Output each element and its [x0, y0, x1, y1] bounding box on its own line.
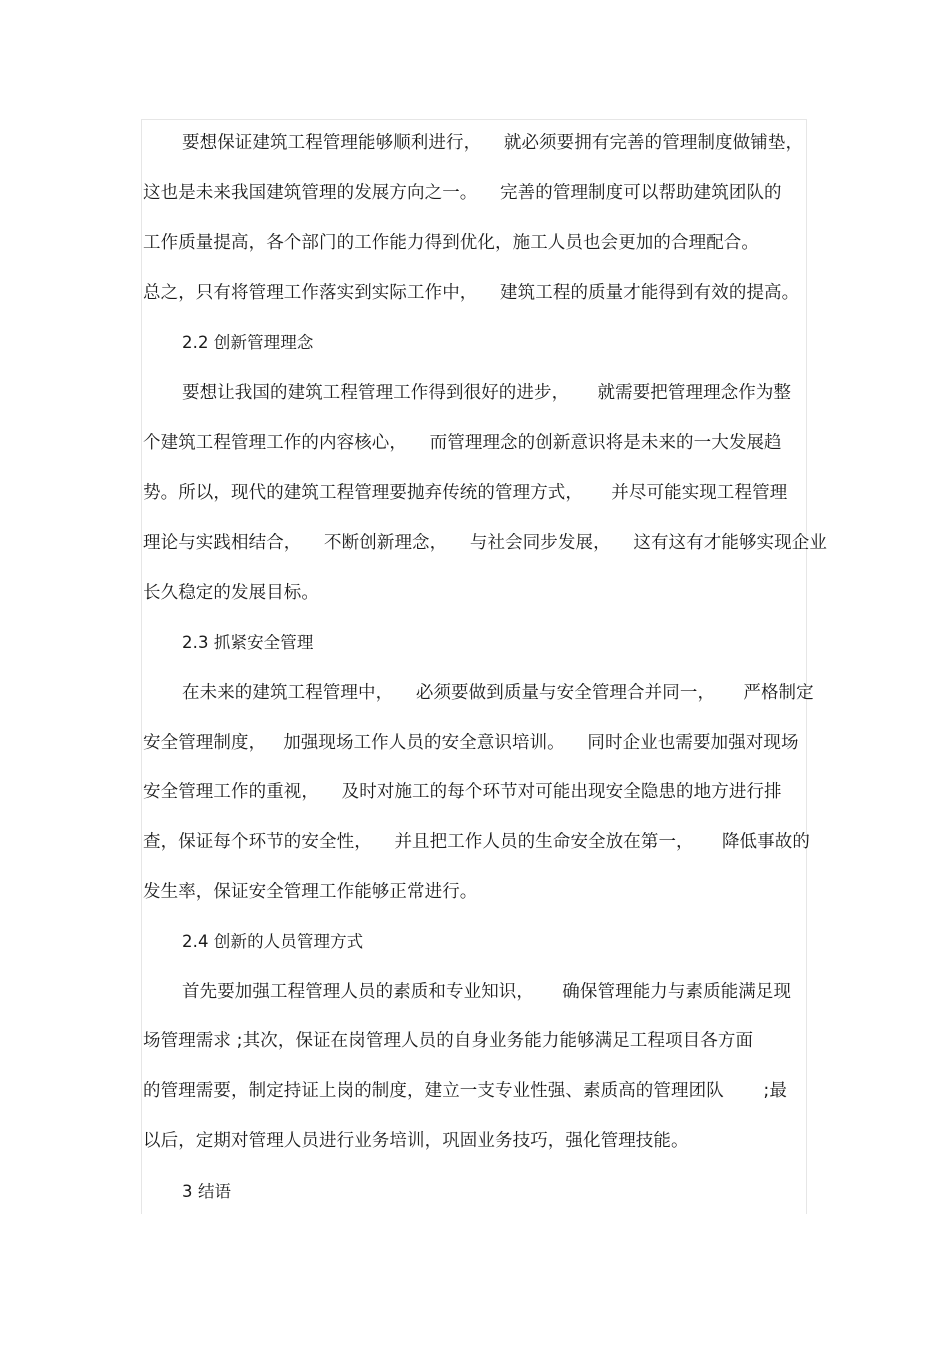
- paragraph-line: 首先要加强工程管理人员的素质和专业知识， 确保管理能力与素质能满足现: [182, 982, 792, 1002]
- paragraph-line: 安全管理工作的重视， 及时对施工的每个环节对可能出现安全隐患的地方进行排: [143, 782, 782, 802]
- paragraph-line: 势。所以，现代的建筑工程管理要抛弃传统的管理方式， 并尽可能实现工程管理: [143, 483, 788, 503]
- paragraph-line: 安全管理制度， 加强现场工作人员的安全意识培训。 同时企业也需要加强对现场: [143, 733, 799, 753]
- section-heading: 2.2 创新管理理念: [182, 333, 314, 352]
- paragraph-line: 个建筑工程管理工作的内容核心， 而管理理念的创新意识将是未来的一大发展趋: [143, 433, 782, 453]
- paragraph-line: 工作质量提高，各个部门的工作能力得到优化，施工人员也会更加的合理配合。: [143, 233, 759, 253]
- paragraph-line: 的管理需要，制定持证上岗的制度，建立一支专业性强、素质高的管理团队 ;最: [143, 1081, 788, 1101]
- paragraph-line: 理论与实践相结合， 不断创新理念， 与社会同步发展， 这有这有才能够实现企业: [143, 533, 827, 553]
- paragraph-line: 场管理需求 ;其次，保证在岗管理人员的自身业务能力能够满足工程项目各方面: [143, 1031, 754, 1051]
- paragraph-line: 发生率，保证安全管理工作能够正常进行。: [143, 882, 478, 902]
- section-heading: 2.3 抓紧安全管理: [182, 633, 314, 652]
- paragraph-line: 以后，定期对管理人员进行业务培训，巩固业务技巧，强化管理技能。: [143, 1131, 689, 1151]
- paragraph-line: 总之，只有将管理工作落实到实际工作中， 建筑工程的质量才能得到有效的提高。: [143, 283, 800, 303]
- paragraph-line: 查，保证每个环节的安全性， 并且把工作人员的生命安全放在第一， 降低事故的: [143, 832, 810, 852]
- section-heading: 2.4 创新的人员管理方式: [182, 932, 364, 951]
- paragraph-line: 这也是未来我国建筑管理的发展方向之一。 完善的管理制度可以帮助建筑团队的: [143, 183, 782, 203]
- paragraph-line: 要想让我国的建筑工程管理工作得到很好的进步， 就需要把管理理念作为整: [182, 383, 792, 403]
- paragraph-line: 长久稳定的发展目标。: [143, 583, 319, 603]
- paragraph-line: 要想保证建筑工程管理能够顺利进行， 就必须要拥有完善的管理制度做铺垫，: [182, 133, 804, 153]
- paragraph-line: 在未来的建筑工程管理中， 必须要做到质量与安全管理合并同一， 严格制定: [182, 683, 814, 703]
- section-heading: 3 结语: [182, 1182, 232, 1201]
